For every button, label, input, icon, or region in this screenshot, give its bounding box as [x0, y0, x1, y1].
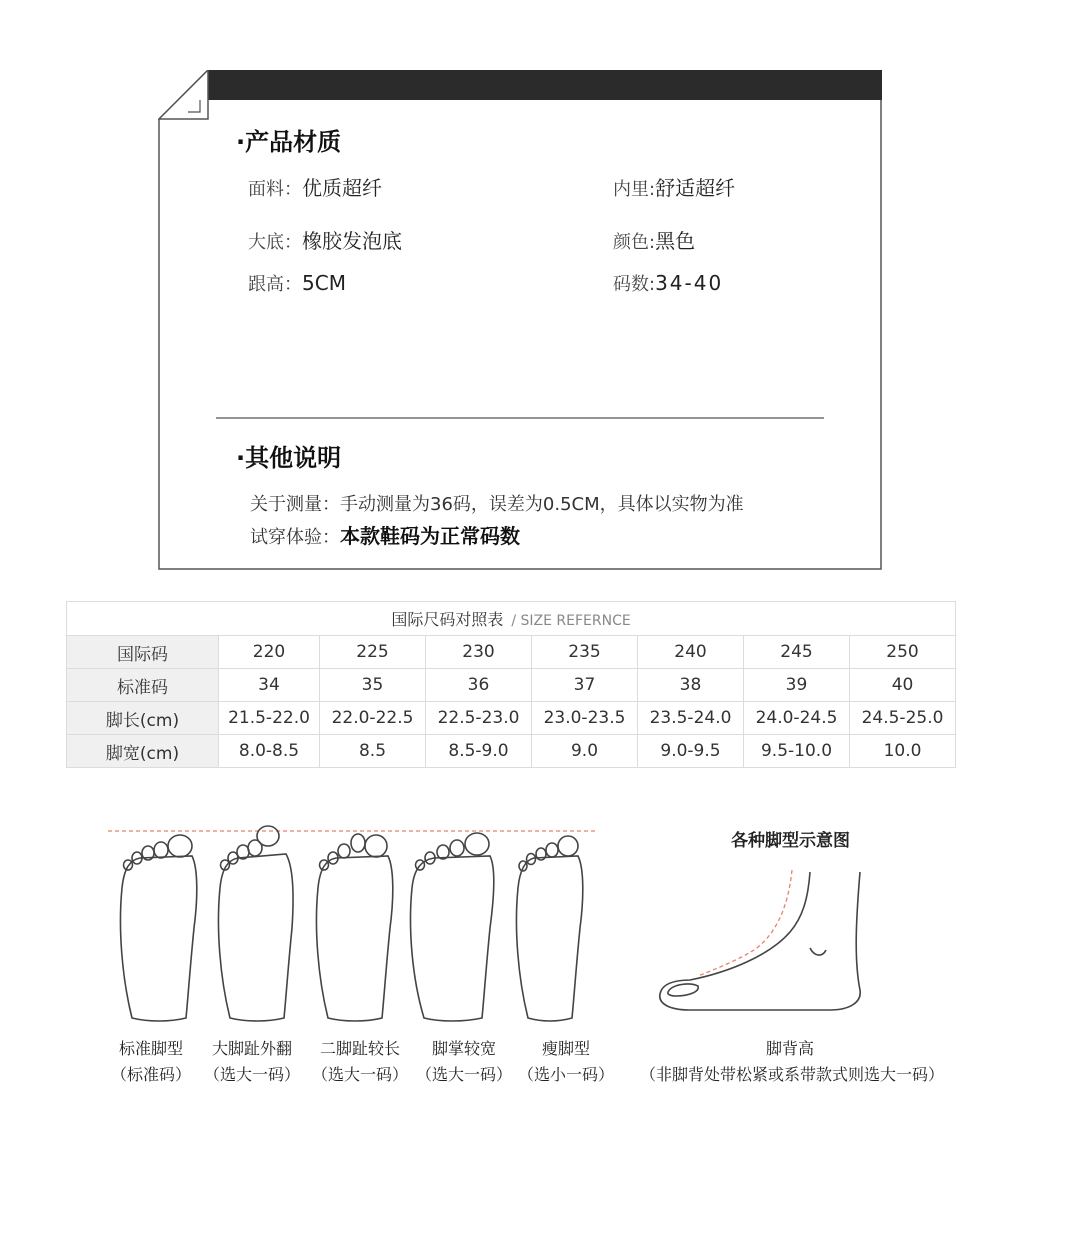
product-info-card: [158, 70, 882, 570]
table-cell: 22.0-22.5: [320, 702, 426, 735]
table-cell: 38: [638, 669, 744, 702]
table-cell: 9.0-9.5: [638, 735, 744, 768]
table-cell: 8.5-9.0: [426, 735, 532, 768]
table-cell: 22.5-23.0: [426, 702, 532, 735]
table-cell: 39: [744, 669, 850, 702]
table-caption-row: [67, 602, 956, 636]
foot-type-instep-caption: 脚背高 （非脚背处带松紧或系带款式则选大一码）: [640, 1039, 945, 1084]
spec-size-range: 码数:34-40: [613, 271, 724, 295]
spec-color: 颜色:黑色: [613, 229, 696, 253]
foot-type-second-toe-caption: 二脚趾较长 （选大一码）: [311, 1039, 408, 1084]
spec-heel-height: 跟高：5CM: [248, 271, 346, 295]
foot-thin-icon: [516, 836, 582, 1021]
table-cell: 220: [219, 636, 320, 669]
table-cell: 245: [744, 636, 850, 669]
table-cell: 8.0-8.5: [219, 735, 320, 768]
table-cell: 37: [532, 669, 638, 702]
foot-standard-icon: [120, 835, 196, 1021]
other-section-title: ·其他说明: [236, 444, 342, 472]
table-caption: 国际尺码对照表 / SIZE REFERNCE: [67, 602, 956, 636]
table-cell: 36: [426, 669, 532, 702]
note-fitting: 试穿体验：本款鞋码为正常码数: [250, 524, 520, 548]
spec-sole: 大底：橡胶发泡底: [248, 229, 402, 253]
table-cell: 240: [638, 636, 744, 669]
material-section-title: ·产品材质: [236, 128, 342, 156]
folded-corner: [159, 70, 208, 119]
table-cell: 230: [426, 636, 532, 669]
table-cell: 35: [320, 669, 426, 702]
table-cell: 235: [532, 636, 638, 669]
size-chart-table: [66, 601, 956, 768]
table-cell: 9.0: [532, 735, 638, 768]
spec-lining: 内里:舒适超纤: [613, 176, 736, 200]
table-row: [67, 735, 956, 768]
table-cell: 23.0-23.5: [532, 702, 638, 735]
table-cell: 250: [850, 636, 956, 669]
spec-fabric: 面料：优质超纤: [248, 176, 382, 200]
table-row: [67, 636, 956, 669]
table-row: [67, 702, 956, 735]
table-cell: 40: [850, 669, 956, 702]
foot-type-wide-caption: 脚掌较宽 （选大一码）: [415, 1039, 512, 1084]
foot-bunion-icon: [218, 826, 293, 1021]
foot-type-bunion-caption: 大脚趾外翻 （选大一码）: [203, 1039, 300, 1084]
foot-types-title: 各种脚型示意图: [731, 831, 850, 851]
instep-guide-line: [698, 870, 792, 976]
row-header: 标准码: [67, 669, 219, 702]
table-cell: 225: [320, 636, 426, 669]
table-cell: 10.0: [850, 735, 956, 768]
table-cell: 21.5-22.0: [219, 702, 320, 735]
table-cell: 24.5-25.0: [850, 702, 956, 735]
note-measurement: 关于测量：手动测量为36码，误差为0.5CM，具体以实物为准: [250, 494, 744, 515]
foot-types-illustration: [100, 818, 620, 1023]
foot-type-thin-caption: 瘦脚型 （选小一码）: [517, 1039, 614, 1084]
foot-wide-icon: [411, 833, 494, 1021]
foot-long-second-toe-icon: [316, 834, 392, 1021]
card-header-bar: [208, 70, 882, 100]
table-row: [67, 669, 956, 702]
row-header: 国际码: [67, 636, 219, 669]
table-cell: 24.0-24.5: [744, 702, 850, 735]
row-header: 脚长(cm): [67, 702, 219, 735]
table-cell: 9.5-10.0: [744, 735, 850, 768]
table-cell: 8.5: [320, 735, 426, 768]
row-header: 脚宽(cm): [67, 735, 219, 768]
foot-high-instep-icon: [650, 860, 950, 1020]
table-cell: 34: [219, 669, 320, 702]
foot-type-standard-caption: 标准脚型 （标准码）: [110, 1039, 191, 1084]
table-cell: 23.5-24.0: [638, 702, 744, 735]
